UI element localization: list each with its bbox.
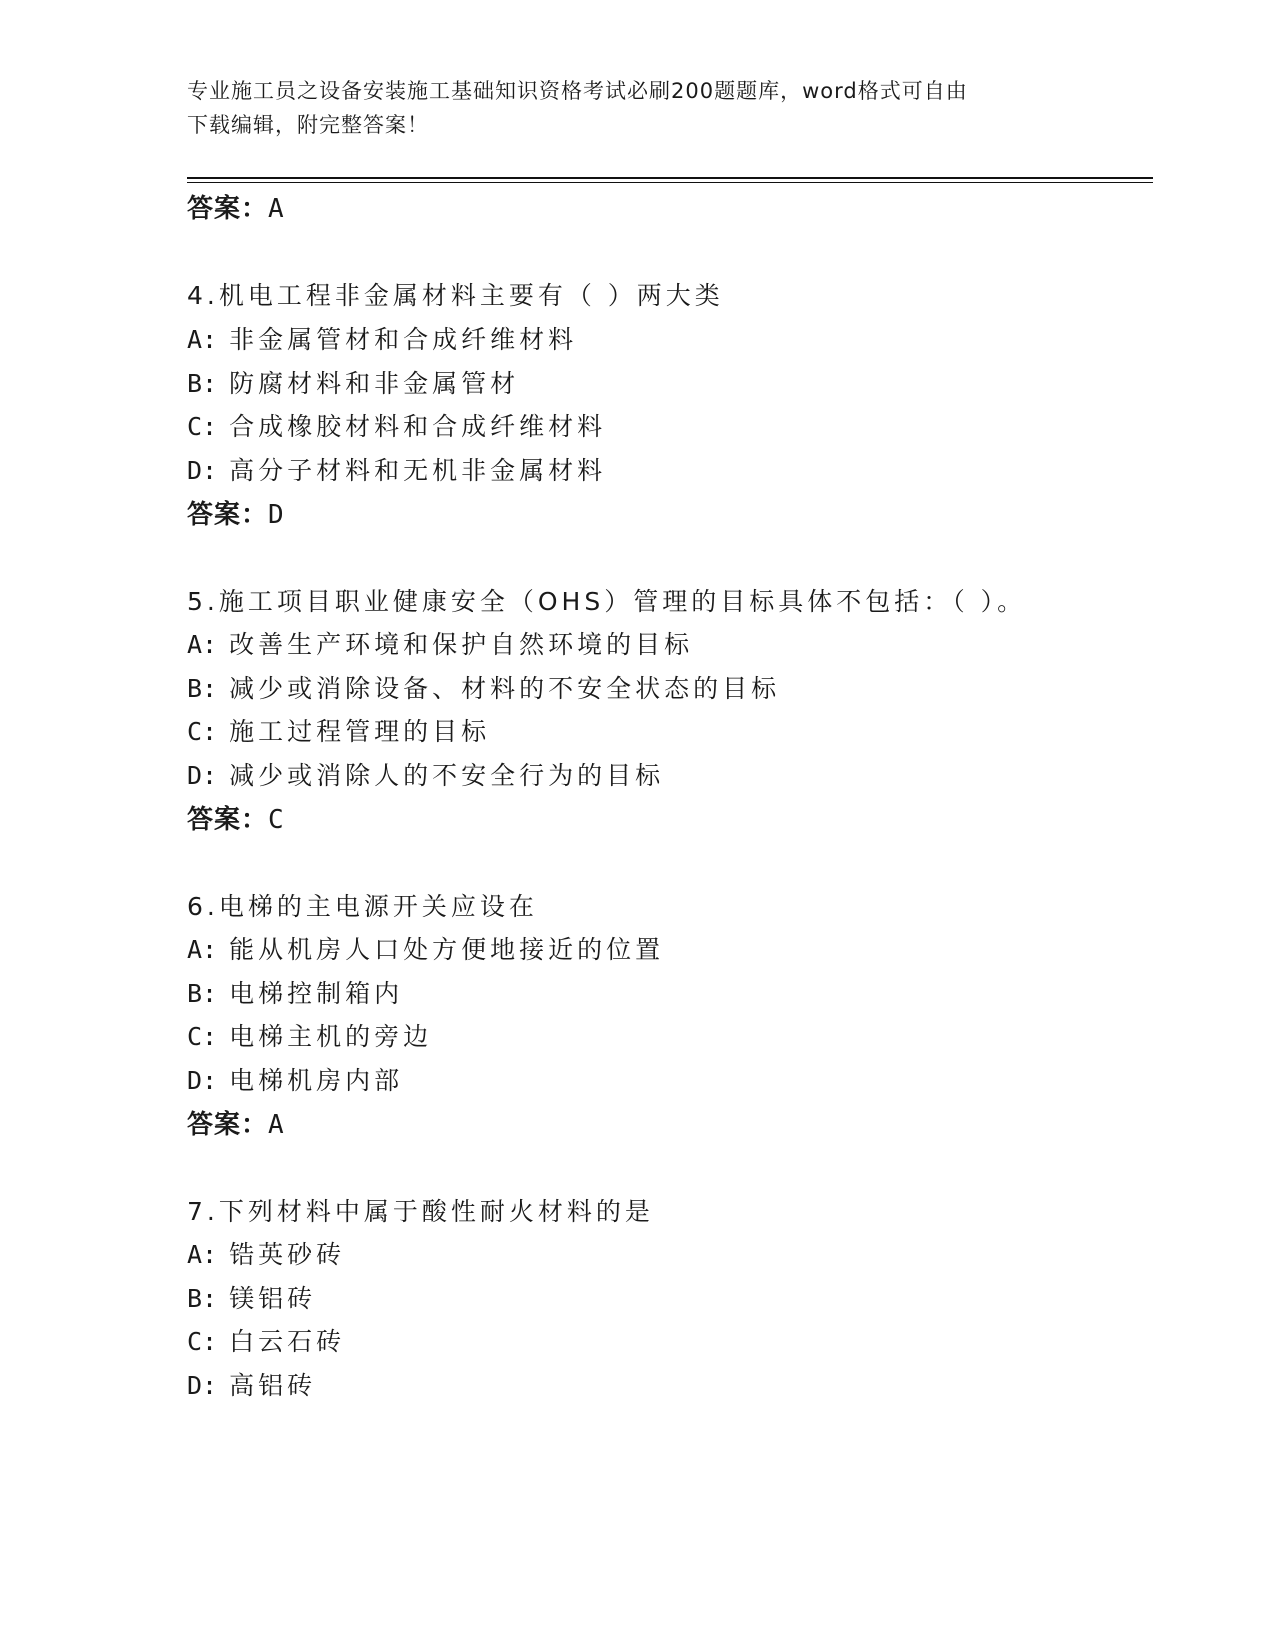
question-7-stem: 7.下列材料中属于酸性耐火材料的是: [187, 1197, 654, 1226]
option-letter: A:: [187, 935, 218, 964]
option-text: 施工过程管理的目标: [229, 717, 491, 746]
option-letter: D:: [187, 1371, 218, 1400]
answer-label: 答案：: [187, 500, 269, 530]
option-letter: B:: [187, 979, 218, 1008]
option-text: 非金属管材和合成纤维材料: [229, 325, 578, 354]
answer-line-q3: [187, 193, 285, 225]
question-6-stem: 6.电梯的主电源开关应设在: [187, 892, 538, 921]
document-header: [187, 74, 1067, 142]
question-5-option-c: [187, 716, 490, 748]
question-6-option-b: [187, 978, 403, 1010]
answer-value: D: [268, 500, 285, 530]
option-letter: B:: [187, 369, 218, 398]
option-letter: A:: [187, 325, 218, 354]
question-4-option-d: [187, 455, 606, 487]
question-5-option-a: [187, 629, 693, 661]
option-text: 电梯机房内部: [229, 1066, 404, 1095]
option-text: 防腐材料和非金属管材: [229, 369, 520, 398]
question-7-option-c: [187, 1326, 345, 1358]
answer-value: A: [268, 1110, 285, 1140]
answer-label: 答案：: [187, 805, 269, 835]
option-letter: D:: [187, 1066, 218, 1095]
question-4-stem: 4.机电工程非金属材料主要有（ ）两大类: [187, 281, 724, 310]
option-text: 电梯控制箱内: [229, 979, 404, 1008]
option-text: 白云石砖: [229, 1327, 346, 1356]
answer-value: A: [268, 194, 285, 224]
question-7-option-b: [187, 1283, 316, 1315]
question-5-option-b: [187, 673, 780, 705]
option-letter: C:: [187, 1327, 218, 1356]
question-4-option-b: [187, 368, 519, 400]
question-4-option-a: [187, 324, 577, 356]
answer-line-q6: [187, 1109, 285, 1141]
option-text: 减少或消除设备、材料的不安全状态的目标: [229, 674, 781, 703]
header-title-line-2: 下载编辑，附完整答案！: [187, 113, 429, 137]
answer-line-q4: [187, 499, 285, 531]
option-text: 镁铝砖: [229, 1284, 317, 1313]
answer-label: 答案：: [187, 194, 269, 224]
option-letter: B:: [187, 674, 218, 703]
option-letter: C:: [187, 717, 218, 746]
question-5-option-d: [187, 760, 664, 792]
option-letter: A:: [187, 1240, 218, 1269]
option-text: 电梯主机的旁边: [229, 1022, 433, 1051]
question-6-option-a: [187, 934, 664, 966]
option-letter: D:: [187, 761, 218, 790]
question-6-option-c: [187, 1021, 432, 1053]
option-text: 能从机房人口处方便地接近的位置: [229, 935, 665, 964]
answer-line-q5: [187, 804, 285, 836]
option-letter: B:: [187, 1284, 218, 1313]
question-7-option-d: [187, 1370, 316, 1402]
option-text: 锆英砂砖: [229, 1240, 346, 1269]
option-letter: C:: [187, 412, 218, 441]
option-text: 改善生产环境和保护自然环境的目标: [229, 630, 694, 659]
question-4-option-c: [187, 411, 606, 443]
answer-label: 答案：: [187, 1110, 269, 1140]
question-6-option-d: [187, 1065, 403, 1097]
option-text: 高分子材料和无机非金属材料: [229, 456, 607, 485]
option-letter: D:: [187, 456, 218, 485]
option-letter: A:: [187, 630, 218, 659]
option-text: 高铝砖: [229, 1371, 317, 1400]
question-5-stem: 5.施工项目职业健康安全（OHS）管理的目标具体不包括：（ ）。: [187, 587, 1027, 616]
answer-value: C: [268, 805, 285, 835]
question-7-option-a: [187, 1239, 345, 1271]
header-divider-thin: [187, 182, 1153, 183]
header-divider-thick: [187, 177, 1153, 179]
option-letter: C:: [187, 1022, 218, 1051]
option-text: 合成橡胶材料和合成纤维材料: [229, 412, 607, 441]
header-title-line-1: 专业施工员之设备安装施工基础知识资格考试必刷200题题库，word格式可自由: [187, 79, 968, 103]
option-text: 减少或消除人的不安全行为的目标: [229, 761, 665, 790]
